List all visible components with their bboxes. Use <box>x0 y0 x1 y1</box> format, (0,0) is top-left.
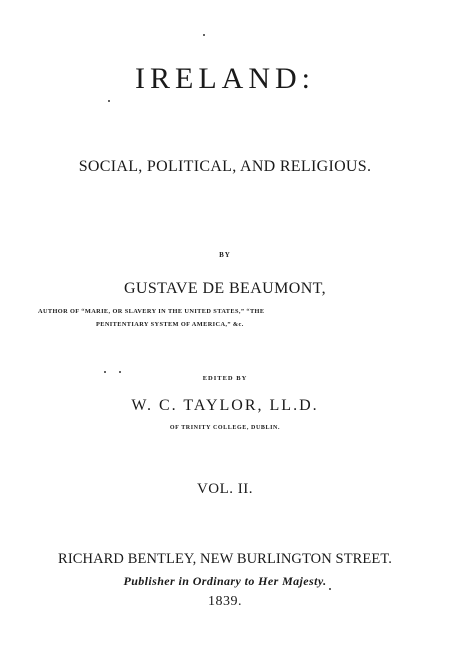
publication-year: 1839. <box>208 594 242 609</box>
by-label: BY <box>219 251 231 259</box>
print-speck <box>119 371 121 373</box>
print-speck <box>108 100 110 102</box>
author-name: GUSTAVE DE BEAUMONT, <box>123 280 327 297</box>
volume-number: VOL. II. <box>196 481 254 497</box>
editor-affiliation: OF TRINITY COLLEGE, DUBLIN. <box>169 425 281 431</box>
editor-name: W. C. TAYLOR, LL.D. <box>131 397 319 414</box>
print-speck <box>329 588 331 590</box>
publisher-appointment: Publisher in Ordinary to Her Majesty. <box>123 574 327 588</box>
publisher-imprint: RICHARD BENTLEY, NEW BURLINGTON STREET. <box>58 551 392 567</box>
author-credits <box>38 305 412 331</box>
print-speck <box>203 34 205 36</box>
author-credits-line-2: PENITENTIARY SYSTEM OF AMERICA,” &c. <box>96 321 244 328</box>
print-speck <box>104 371 106 373</box>
book-title: IRELAND: <box>135 62 315 95</box>
book-subtitle: SOCIAL, POLITICAL, AND RELIGIOUS. <box>78 158 372 175</box>
edited-by-label: EDITED BY <box>202 375 248 382</box>
author-credits-line-1: AUTHOR OF “MARIE, OR SLAVERY IN THE UNITED STATES,” “THE <box>38 308 265 315</box>
